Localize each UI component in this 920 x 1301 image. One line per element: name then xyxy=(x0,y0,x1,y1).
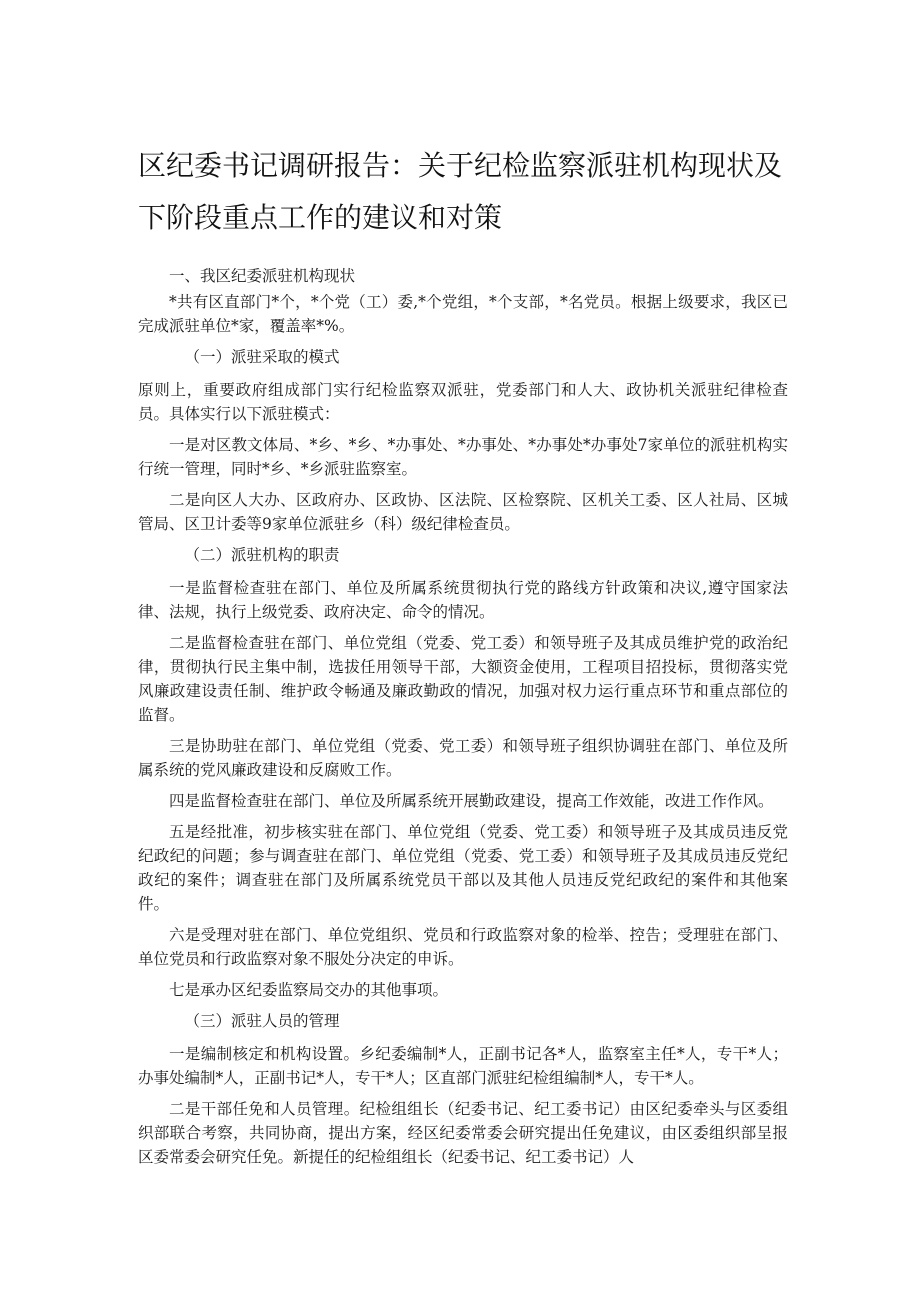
section-heading: 一、我区纪委派驻机构现状 xyxy=(169,267,356,285)
body-paragraph: 五是经批准，初步核实驻在部门、单位党组（党委、党工委）和领导班子及其成员违反党纪政纪的问题；参与调查驻在部门、单位党组（党委、党工委）和领导班子及其成员违反党纪政纪的案件；调查驻在部门及所属系统党员干部以及其他人员违反党纪政纪的案件和其他案件。 xyxy=(138,823,788,913)
body-paragraph: 四是监督检查驻在部门、单位及所属系统开展勤政建设，提高工作效能，改进工作作风。 xyxy=(169,792,774,810)
document-page xyxy=(138,0,788,1301)
body-paragraph: 一是监督检查驻在部门、单位及所属系统贯彻执行党的路线方针政策和决议,遵守国家法律、法规，执行上级党委、政府决定、命令的情况。 xyxy=(138,579,788,621)
subsection-heading: （二）派驻机构的职责 xyxy=(184,546,340,564)
body-paragraph: 二是向区人大办、区政府办、区政协、区法院、区检察院、区机关工委、区人社局、区城管局、区卫计委等9家单位派驻乡（科）级纪律检查员。 xyxy=(138,491,788,533)
subsection-heading: （一）派驻采取的模式 xyxy=(184,348,340,366)
body-paragraph: 原则上，重要政府组成部门实行纪检监察双派驻，党委部门和人大、政协机关派驻纪律检查员。具体实行以下派驻模式： xyxy=(138,381,788,423)
body-paragraph: *共有区直部门*个，*个党（工）委,*个党组，*个支部，*名党员。根据上级要求，我区已完成派驻单位*家，覆盖率*%。 xyxy=(138,293,788,335)
body-paragraph: 六是受理对驻在部门、单位党组织、党员和行政监察对象的检举、控告；受理驻在部门、单位党员和行政监察对象不服处分决定的申诉。 xyxy=(138,926,788,968)
body-paragraph: 二是干部任免和人员管理。纪检组组长（纪委书记、纪工委书记）由区纪委牵头与区委组织部联合考察，共同协商，提出方案，经区纪委常委会研究提出任免建议，由区委组织部呈报区委常委会研究任免。新提任的纪检组组长（纪委书记、纪工委书记）人 xyxy=(138,1100,788,1166)
body-paragraph: 二是监督检查驻在部门、单位党组（党委、党工委）和领导班子及其成员维护党的政治纪律，贯彻执行民主集中制，选拔任用领导干部，大额资金使用，工程项目招投标，贯彻落实党风廉政建设责任制、维护政令畅通及廉政勤政的情况，加强对权力运行重点环节和重点部位的监督。 xyxy=(138,634,788,724)
body-paragraph: 三是协助驻在部门、单位党组（党委、党工委）和领导班子组织协调驻在部门、单位及所属系统的党风廉政建设和反腐败工作。 xyxy=(138,737,788,779)
body-paragraph: 七是承办区纪委监察局交办的其他事项。 xyxy=(169,981,449,999)
body-paragraph: 一是编制核定和机构设置。乡纪委编制*人，正副书记各*人，监察室主任*人，专干*人；办事处编制*人，正副书记*人，专干*人；区直部门派驻纪检组编制*人，专干*人。 xyxy=(138,1045,788,1087)
document-body xyxy=(138,264,788,1169)
subsection-heading: （三）派驻人员的管理 xyxy=(184,1012,340,1030)
document-title: 区纪委书记调研报告：关于纪检监察派驻机构现状及下阶段重点工作的建议和对策 xyxy=(138,149,783,234)
body-paragraph: 一是对区教文体局、*乡、*乡、*办事处、*办事处、*办事处*办事处7家单位的派驻机构实行统一管理，同时*乡、*乡派驻监察室。 xyxy=(138,436,788,478)
